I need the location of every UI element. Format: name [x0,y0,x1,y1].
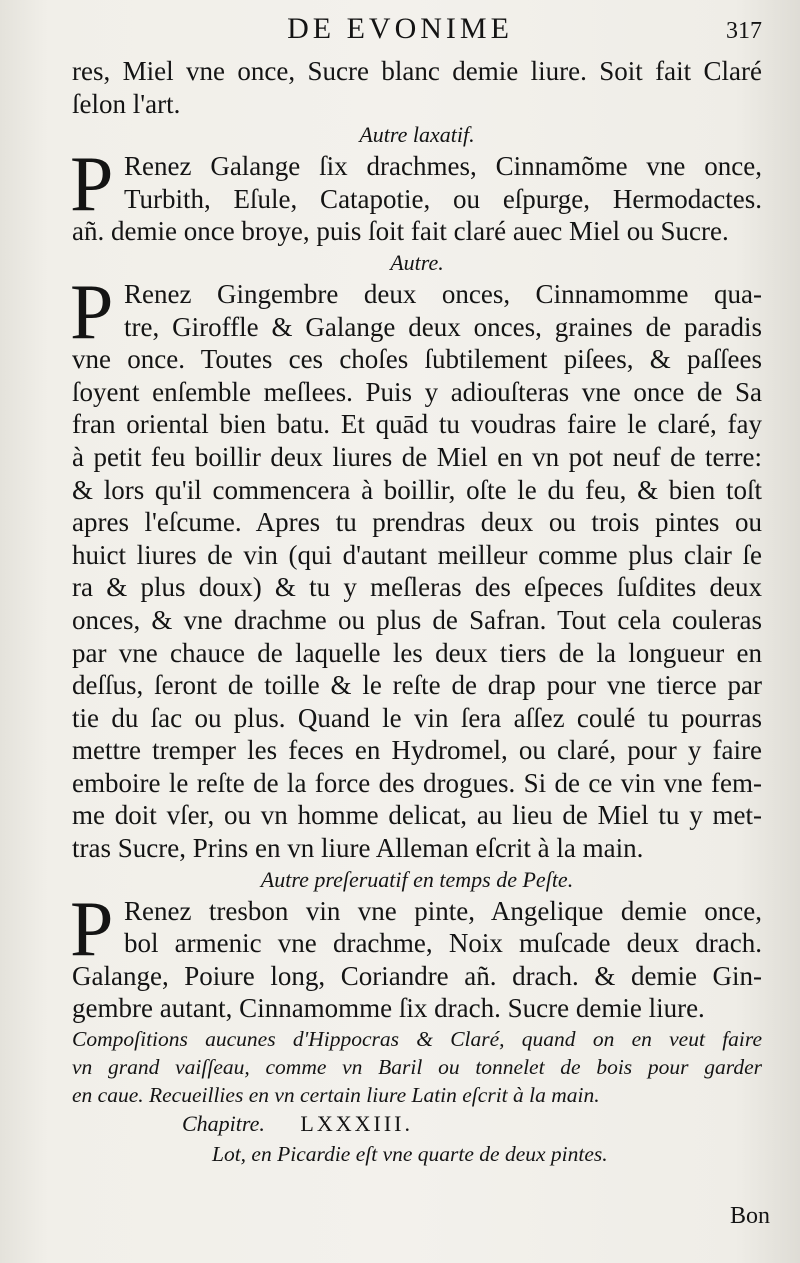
text-line: vn grand vaiſſeau, comme vn Baril ou tonnelet de bois pour garder [72,1055,762,1080]
text-line: Renez Gingembre deux onces, Cinnamomme qua- [124,278,762,309]
running-title: DE EVONIME [287,12,513,45]
page-body [72,55,762,1169]
top-lines [72,55,762,120]
text-line: emboire le reſte de la force des drogues. Si de ce vin vne fem- [72,767,762,798]
heading-autre-laxatif: Autre laxatif. [359,122,475,148]
text-line: tie du ſac ou plus. Quand le vin ſera aſſez coulé tu pourras [72,702,762,733]
drop-cap: P [70,884,114,972]
drop-cap: P [70,267,114,355]
text-line: res, Miel vne once, Sucre blanc demie liure. Soit fait Claré [72,56,762,86]
page-number: 317 [726,18,762,44]
page-header [0,12,800,52]
text-line: tras Sucre, Prins en vn liure Alleman eſcrit à la main. [72,833,644,864]
text-line: gembre autant, Cinnamomme ſix drach. Sucre demie liure. [72,993,705,1024]
text-line: apres l'eſcume. Apres tu prendras deux ou trois pintes ou [72,507,762,538]
text-line: mettre tremper les feces en Hydromel, ou claré, pour y faire [72,735,762,766]
drop-cap: P [70,140,114,228]
text-line: en caue. Recueillies en vn certain liure Latin eſcrit à la main. [72,1083,600,1108]
paragraph-laxatif [70,140,762,248]
text-line: vne once. Toutes ces choſes ſubtilement piſees, & paſſees [72,344,762,375]
text-line: onces, & vne drachme ou plus de Safran. Tout cela couleras [72,604,762,635]
measure-note: Lot, en Picardie eſt vne quarte de deux pintes. [212,1142,608,1167]
text-line: huict liures de vin (qui d'autant meilleur comme plus clair ſe [72,539,762,570]
text-line: añ. demie once broye, puis ſoit fait claré auec Miel ou Sucre. [72,216,729,247]
heading-autre: Autre. [390,249,444,275]
text-line: fran oriental bien batu. Et quād tu voudras faire le claré, fay [72,409,762,440]
chapter-heading [72,1109,762,1139]
text-line: bol armenic vne drachme, Noix muſcade deux drach. [124,928,762,959]
italic-compositions [72,1025,762,1109]
text-line: & lors qu'il commencera à boillir, oſte le du feu, & bien toſt [72,474,762,505]
text-line: Compoſitions aucunes d'Hippocras & Claré, quand on en veut faire [72,1027,762,1052]
text-line: ſoyent enſemble meſlees. Puis y adiouſteras vne once de Sa [72,376,762,407]
text-line: à petit feu boillir deux liures de Miel en vn pot neuf de terre: [72,441,762,472]
text-line: me doit vſer, ou vn homme delicat, au lieu de Miel tu y met- [72,800,762,831]
heading-preservatif: Autre preſeruatif en temps de Peſte. [260,866,574,892]
text-line: Renez Galange ſix drachmes, Cinnamõme vne once, [124,151,762,182]
paragraph-autre [70,267,762,865]
text-line: ra & plus doux) & tu y meſleras des eſpeces ſuſdites deux [72,572,762,603]
chapter-label: Chapitre. [182,1111,265,1137]
text-line: par vne chauce de laquelle les deux tiers de la longueur en [72,637,762,668]
text-line: ſelon l'art. [72,88,181,119]
text-line: Galange, Poiure long, Coriandre añ. drach. & demie Gin- [72,960,762,991]
text-line: deſſus, ſeront de toille & le reſte de drap pour vne tierce par [72,670,762,701]
chapter-number: LXXXIII. [300,1111,414,1137]
text-line: Turbith, Eſule, Catapotie, ou eſpurge, Hermodactes. [124,183,762,214]
text-line: Renez tresbon vin vne pinte, Angelique demie once, [124,895,762,926]
catchword: Bon [729,1203,770,1229]
paragraph-preservatif [70,884,762,1025]
text-line: tre, Giroffle & Galange deux onces, graines de paradis [124,311,762,342]
